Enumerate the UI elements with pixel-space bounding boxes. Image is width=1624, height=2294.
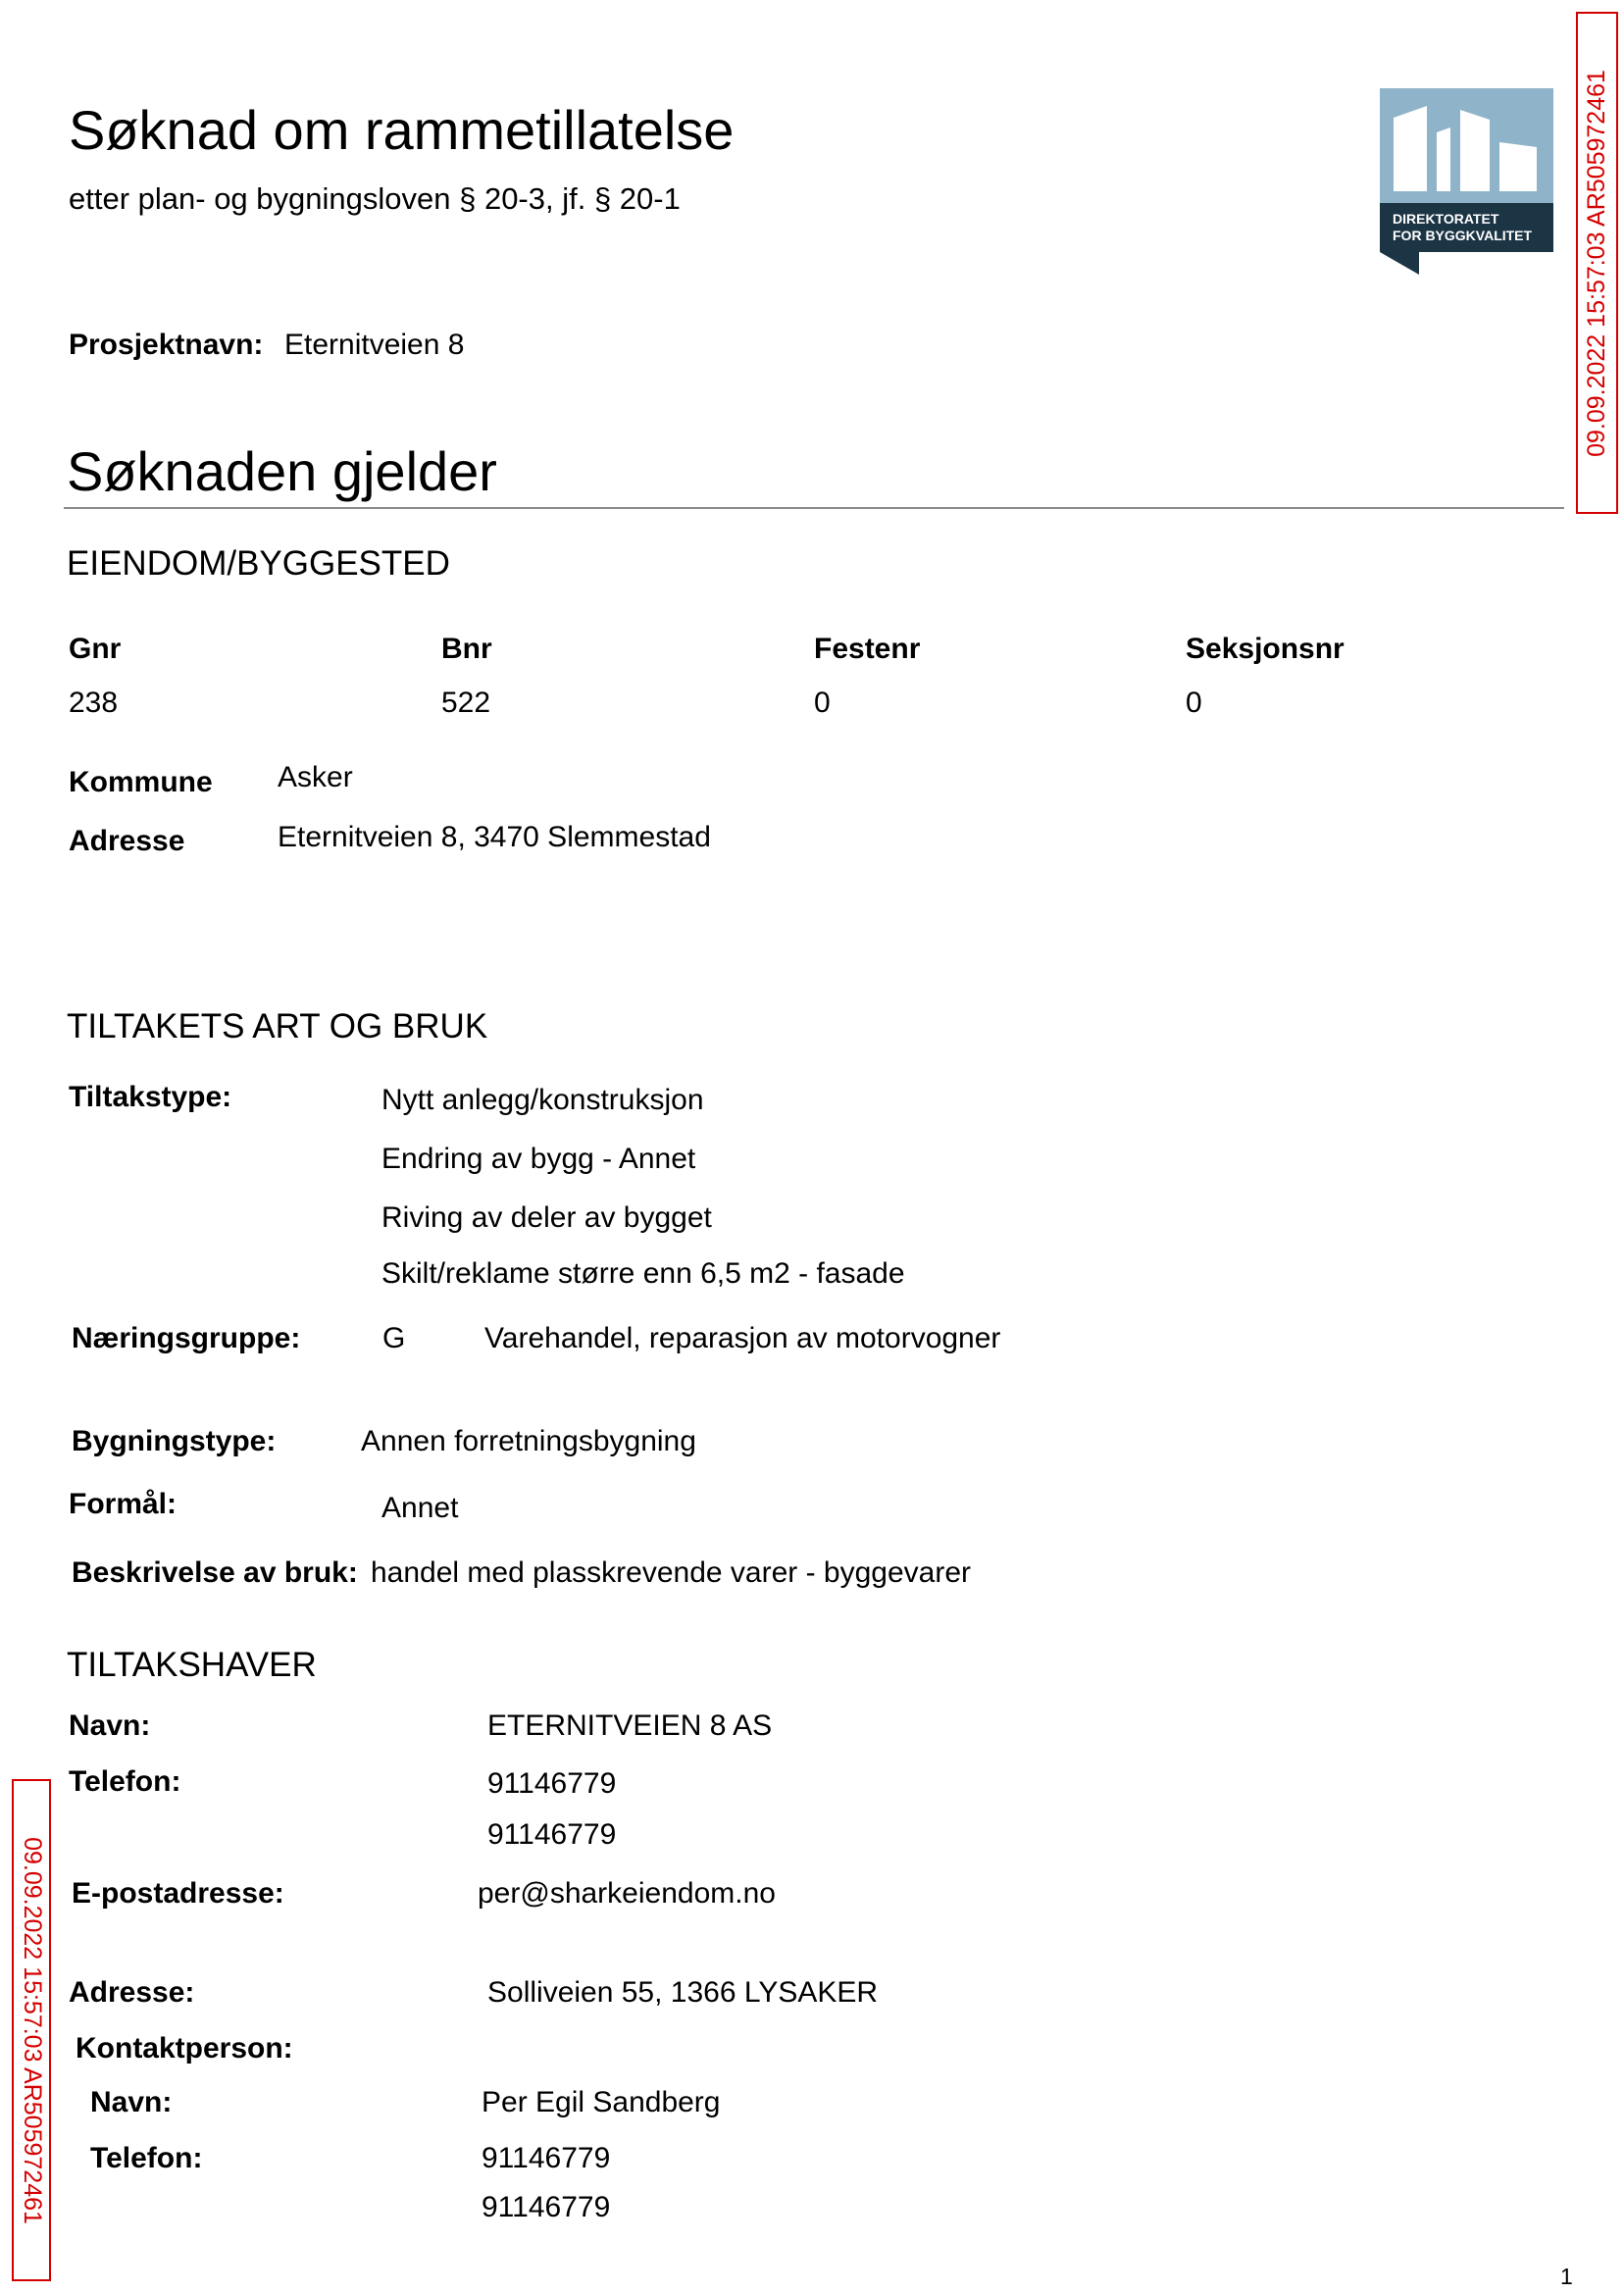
page-number: 1: [1560, 2264, 1573, 2289]
bygningstype-label: Bygningstype:: [72, 1425, 277, 1457]
dibk-logo-graphic: [1380, 88, 1553, 275]
document-subtitle: etter plan- og bygningsloven § 20-3, jf. § 20-1: [69, 181, 681, 216]
seksjonsnr-label: Seksjonsnr: [1186, 633, 1345, 665]
tiltakstype-item: Nytt anlegg/konstruksjon: [381, 1084, 704, 1116]
kontakt-navn-label: Navn:: [90, 2086, 173, 2118]
bnr-value: 522: [441, 687, 491, 719]
tiltakshaver-navn-label: Navn:: [69, 1709, 151, 1742]
epost-label: E-postadresse:: [72, 1877, 284, 1910]
gnr-value: 238: [69, 687, 119, 719]
archive-stamp-bottom: [12, 1779, 51, 2281]
section-divider: [64, 507, 1564, 509]
bnr-label: Bnr: [441, 633, 492, 665]
logo-text-line2: FOR BYGGKVALITET: [1393, 228, 1533, 243]
kontakt-navn-value: Per Egil Sandberg: [482, 2086, 721, 2118]
festenr-value: 0: [814, 687, 831, 719]
kontakt-telefon-value: 91146779: [482, 2142, 611, 2174]
tiltakstype-item: Skilt/reklame større enn 6,5 m2 - fasade: [381, 1257, 905, 1290]
formal-label: Formål:: [69, 1488, 178, 1520]
kommune-value: Asker: [278, 761, 353, 793]
logo-text-line1: DIREKTORATET: [1393, 211, 1499, 227]
tiltakshaver-adresse-label: Adresse:: [69, 1976, 195, 2009]
tiltakshaver-heading: TILTAKSHAVER: [67, 1646, 317, 1684]
tiltakshaver-adresse-value: Solliveien 55, 1366 LYSAKER: [487, 1976, 879, 2009]
tiltakstype-item: Endring av bygg - Annet: [381, 1143, 696, 1175]
kontakt-telefon-value: 91146779: [482, 2191, 611, 2223]
beskrivelse-label: Beskrivelse av bruk:: [72, 1556, 358, 1589]
project-name-label: Prosjektnavn:: [69, 329, 264, 361]
tiltakshaver-telefon-value: 91146779: [487, 1767, 617, 1800]
epost-value: per@sharkeiendom.no: [478, 1877, 776, 1910]
property-heading: EIENDOM/BYGGESTED: [67, 544, 450, 583]
tiltakstype-label: Tiltakstype:: [69, 1081, 232, 1113]
naeringsgruppe-text: Varehandel, reparasjon av motorvogner: [484, 1322, 1001, 1354]
archive-stamp-top: [1576, 12, 1618, 514]
seksjonsnr-value: 0: [1186, 687, 1202, 719]
festenr-label: Festenr: [814, 633, 921, 665]
kontakt-telefon-label: Telefon:: [90, 2142, 203, 2174]
adresse-value: Eternitveien 8, 3470 Slemmestad: [278, 821, 711, 853]
naeringsgruppe-label: Næringsgruppe:: [72, 1322, 301, 1354]
naeringsgruppe-code: G: [382, 1322, 406, 1354]
document-title: Søknad om rammetillatelse: [69, 99, 735, 161]
tiltakshaver-telefon-value: 91146779: [487, 1818, 617, 1851]
adresse-label: Adresse: [69, 825, 185, 857]
formal-value: Annet: [381, 1492, 459, 1524]
kontaktperson-label: Kontaktperson:: [76, 2032, 293, 2065]
beskrivelse-value: handel med plasskrevende varer - byggevarer: [371, 1556, 971, 1589]
tiltakstype-item: Riving av deler av bygget: [381, 1201, 712, 1234]
bygningstype-value: Annen forretningsbygning: [361, 1425, 696, 1457]
section-title: Søknaden gjelder: [67, 440, 497, 502]
tiltak-heading: TILTAKETS ART OG BRUK: [67, 1007, 488, 1045]
kommune-label: Kommune: [69, 766, 213, 798]
project-name-value: Eternitveien 8: [284, 329, 465, 361]
archive-stamp-text: 09.09.2022 15:57:03 AR505972461: [18, 1836, 46, 2224]
dibk-logo: [1380, 88, 1553, 275]
tiltakshaver-telefon-label: Telefon:: [69, 1765, 181, 1798]
archive-stamp-text: 09.09.2022 15:57:03 AR505972461: [1583, 69, 1610, 457]
tiltakshaver-navn-value: ETERNITVEIEN 8 AS: [487, 1709, 773, 1742]
gnr-label: Gnr: [69, 633, 122, 665]
